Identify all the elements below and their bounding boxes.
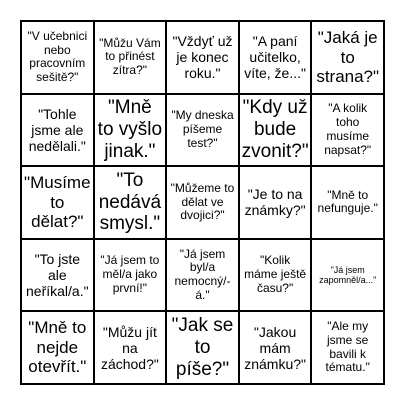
bingo-cell[interactable]: "Tohle jsme ale nedělali." [21, 94, 94, 167]
bingo-cell[interactable]: "Jaká je to strana?" [311, 21, 384, 94]
bingo-cell[interactable]: "Já jsem zapomněl/a..." [311, 239, 384, 312]
bingo-cell[interactable]: "Já jsem to měl/a jako první!" [94, 239, 167, 312]
bingo-cell[interactable]: "Jakou mám známku?" [239, 311, 312, 384]
bingo-cell[interactable]: "Můžu Vám to přinést zítra?" [94, 21, 167, 94]
bingo-cell[interactable]: "A kolik toho musíme napsat?" [311, 94, 384, 167]
bingo-cell[interactable]: "Můžu jít na záchod?" [94, 311, 167, 384]
bingo-cell[interactable]: "Je to na známky?" [239, 166, 312, 239]
bingo-cell[interactable]: "Mně to nejde otevřít." [21, 311, 94, 384]
bingo-cell[interactable]: "Mně to vyšlo jinak." [94, 94, 167, 167]
bingo-cell[interactable]: "V učebnici nebo pracovním sešitě?" [21, 21, 94, 94]
bingo-cell[interactable]: "My dneska píšeme test?" [166, 94, 239, 167]
bingo-cell[interactable]: "A paní učitelko, víte, že..." [239, 21, 312, 94]
bingo-cell[interactable]: "Mně to nefunguje." [311, 166, 384, 239]
bingo-cell[interactable]: "Ale my jsme se bavili k tématu." [311, 311, 384, 384]
bingo-board [20, 20, 385, 385]
bingo-cell[interactable]: "Já jsem byl/a nemocný/-á." [166, 239, 239, 312]
bingo-cell[interactable]: "Jak se to píše?" [166, 311, 239, 384]
bingo-cell[interactable]: "Vždyť už je konec roku." [166, 21, 239, 94]
bingo-cell[interactable]: "Můžeme to dělat ve dvojici?" [166, 166, 239, 239]
bingo-cell[interactable]: "Musíme to dělat?" [21, 166, 94, 239]
bingo-cell[interactable]: "To nedává smysl." [94, 166, 167, 239]
bingo-cell[interactable]: "Kolik máme ještě času?" [239, 239, 312, 312]
bingo-cell[interactable]: "Kdy už bude zvonit?" [239, 94, 312, 167]
bingo-cell[interactable]: "To jste ale neříkal/a." [21, 239, 94, 312]
